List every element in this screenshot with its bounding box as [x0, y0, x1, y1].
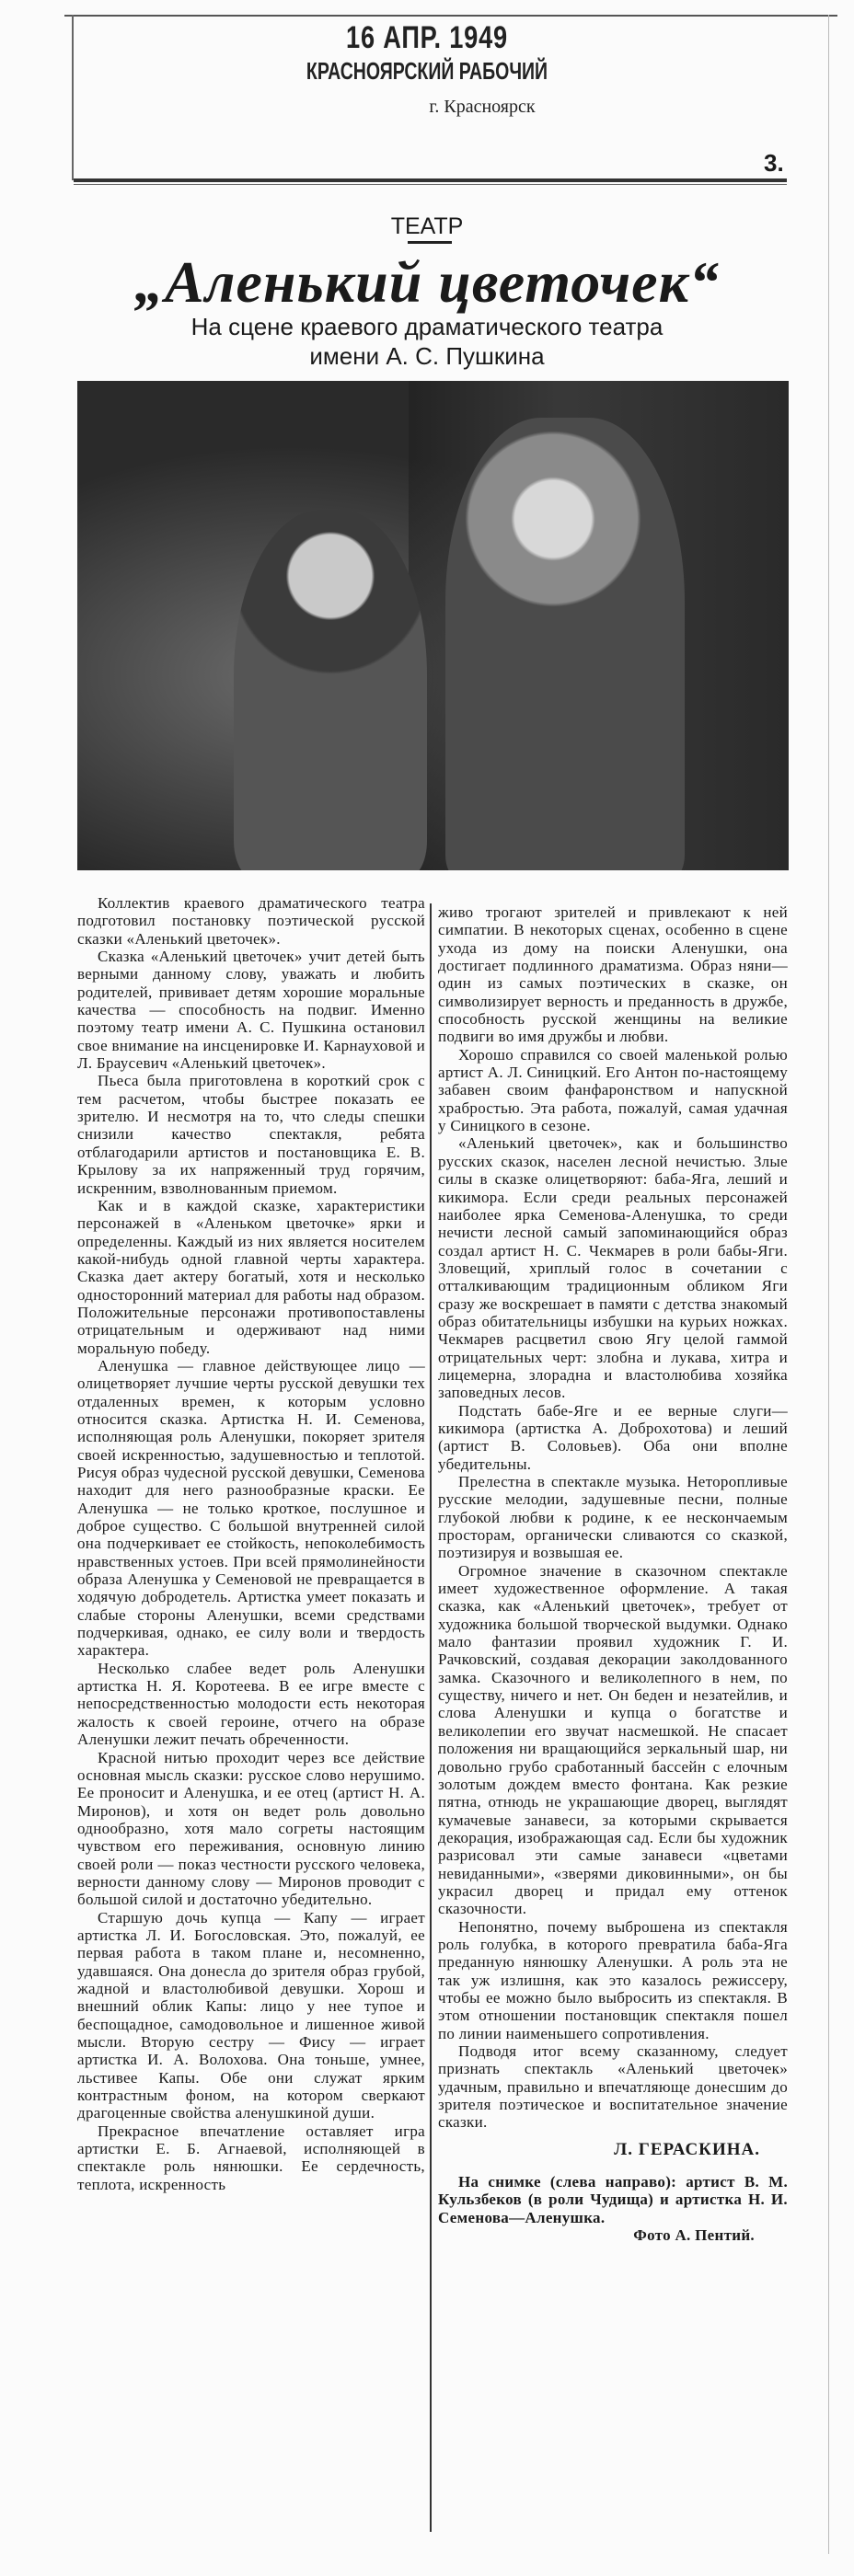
- paragraph: Подстать бабе-Яге и ее верные слуги—кикимора (артистка А. Доброхотова) и леший (артист В. Соловьев). Оба они вполне убедительны.: [438, 1401, 788, 1473]
- photo-figure-monster: [445, 418, 685, 870]
- rubric-underline: [408, 241, 452, 244]
- clipping-border-top: [64, 15, 837, 17]
- paragraph: Как и в каждой сказке, характеристики персонажей в «Аленьком цветочке» ярки и определенны. Каждый из них является носителем какой-нибудь одной главной черты характера. Сказка дает актеру богатый, хотя и несколько односторонний материал для работы над образом. Положительные персонажи противопоставлены отрицательным и одерживают над ними моральную победу.: [77, 1196, 425, 1357]
- paragraph: Несколько слабее ведет роль Аленушки артистка Н. Я. Коротеева. В ее игре вместе с непосредственностью молодости есть некоторая жалость к своей героине, отчего на образе Аленушки лежит печать обреченности.: [77, 1659, 425, 1749]
- stage-photo: [77, 381, 789, 870]
- clipping-border-right: [828, 15, 829, 2554]
- paragraph-continued: живо трогают зрителей и привлекают к ней симпатии. В некоторых сценах, особенно в сцене ухода из дому на поиски Аленушки, она достигает подлинного драматизма. Образ няни—один из самых поэтических в сказке, он символизирует верность и преданность в дружбе, способность русской женщины на великие подвиги во имя дружбы и любви.: [438, 903, 788, 1046]
- header-rule: [74, 178, 787, 182]
- header-rule-thin: [74, 184, 787, 185]
- stamp-newspaper-name: КРАСНОЯРСКИЙ РАБОЧИЙ: [306, 57, 548, 85]
- paragraph: Сказка «Аленький цветочек» учит детей быть верными данному слову, уважать и любить родителей, прививает детям хорошие моральные качества — способность на подвиг. Именно поэтому театр имени А. С. Пушкина остановил свое внимание на инсценировке И. Карнауховой и Л. Браусевич «Аленький цветочек».: [77, 948, 425, 1073]
- text-column-left: [77, 894, 425, 2550]
- photo-credit: Фото А. Пентий.: [633, 2226, 755, 2245]
- column-divider: [430, 903, 432, 2532]
- paragraph: Хорошо справился со своей маленькой ролью артист А. Л. Синицкий. Его Антон по-настоящему забавен своим фанфаронством и напускной храбростью. Эта работа, пожалуй, самая удачная у Синицкого в сезоне.: [438, 1045, 788, 1135]
- paragraph: Прелестна в спектакле музыка. Неторопливые русские мелодии, задушевные песни, полные глубокой любви к родине, к ее нескончаемым просторам, органически сливаются со сказкой, поэтизируя и возвышая ее.: [438, 1473, 788, 1562]
- text-column-right: [438, 903, 788, 2559]
- article-subtitle-line2: имени А. С. Пушкина: [309, 342, 545, 370]
- paragraph: Подводя итог всему сказанному, следует признать спектакль «Аленький цветочек» удачным, правильно и впечатляюще донесшим до зрителя поэтическое и воспитательное значение сказки.: [438, 2042, 788, 2132]
- paragraph: Коллектив краевого драматического театра подготовил постановку поэтической русской сказки «Аленький цветочек».: [77, 894, 425, 948]
- article-subtitle-line1: На сцене краевого драматического театра: [190, 313, 664, 340]
- author-signature: Л. ГЕРАСКИНА.: [614, 2139, 760, 2159]
- paragraph: Старшую дочь купца — Капу — играет артистка Л. И. Богословская. Это, пожалуй, ее первая работа в таком плане и, несомненно, удавшаяся. Она донесла до зрителя образ грубой, жадной и властолюбивой девушки. Хорош и внешний облик Капы: лицо у нее тупое и беспощадное, самодовольное и лишенное живой мысли. Вторую сестру — Фису — играет артистка И. А. Волохова. Она тоньше, умнее, льстивее Капы. Обе они служат ярким контрастным фоном, на котором сверкают драгоценные свойства аленушкиной души.: [77, 1908, 425, 2122]
- page-number: 3.: [764, 149, 784, 177]
- paragraph: Прекрасное впечатление оставляет игра артистки Е. Б. Агнаевой, исполняющей в спектакле роль нянюшки. Ее сердечность, теплота, искренность: [77, 2122, 425, 2193]
- photo-figure-alenushka: [234, 510, 427, 870]
- paragraph: Пьеса была приготовлена в короткий срок с тем расчетом, чтобы быстрее показать ее зрителю. И несмотря на то, что следы спешки снизили качество спектакля, ребята отблагодарили артистов и постановщика Е. В. Крылову за их напряженный труд горячим, искренним, взволнованным приемом.: [77, 1072, 425, 1197]
- paragraph: Непонятно, почему выброшена из спектакля роль голубка, в которого превратила баба-Яга преданную нянюшку Аленушки. А роль эта не так уж излишня, как это казалось режиссеру, чтобы ее можно было выбросить из спектакля. В этом отношении постановщик спектакля пошел по линии наименьшего сопротивления.: [438, 1917, 788, 2042]
- photo-caption: На снимке (слева направо): артист В. М. Кульзбеков (в роли Чудища) и артистка Н. И. Семенова—Аленушка.: [438, 2173, 788, 2226]
- paragraph: Огромное значение в сказочном спектакле имеет художественное оформление. А такая сказка, как «Аленький цветочек», требует от художника большой творческой выдумки. Однако мало фантазии проявил художник Г. И. Рачковский, создавая декорации заколдованного замка. Сказочного и великолепного в нем, по существу, ничего и нет. Он беден и незатейлив, и слова Аленушки и купца о богатстве и великолепии его звучат насмешкой. Не спасает положения ни вращающийся зеркальный шар, ни довольно грубо сработанный бассейн с елочным золотым дождем вместо фонтана. Как резкие пятна, отнюдь не украшающие дворец, выглядят кумачевые занавеси, за которыми скрывается декорация, изображающая сад. Если бы художник разрисовал эти самые занавеси «цветами невиданными», «зверями диковинными», он бы украсил дворец и придал ему оттенок сказочности.: [438, 1561, 788, 1918]
- paragraph: Аленушка — главное действующее лицо — олицетворяет лучшие черты русской девушки тех отдаленных времен, к которым условно относится сказка. Артистка Н. И. Семенова, исполняющая роль Аленушки, покоряет зрителя своей искренностью, задушевностью и теплотой. Рисуя образ чудесной русской девушки, Семенова находит для него разнообразные краски. Ее Аленушка — не только кроткое, послушное и доброе существо. С большой внутренней силой она подчеркивает ее стойкость, непоколебимость нравственных устоев. При всей прямолинейности образа Аленушка у Семеновой не превращается в ходячую добродетель. Артистка умеет показать и слабые стороны Аленушки, всеми средствами подчеркивая, однако, ее силу воли и твердость характера.: [77, 1356, 425, 1660]
- paragraph: «Аленький цветочек», как и большинство русских сказок, населен лесной нечистью. Злые силы в сказке олицетворяют: баба-Яга, леший и кикимора. Если среди реальных персонажей наиболее ярка Семенова-Аленушка, то среди нечисти лесной самый запоминающийся образ создал артист Н. С. Чекмарев в роли бабы-Яги. Зловещий, хриплый голос в сочетании с отталкивающим традиционным обликом Яги сразу же воскрешает в памяти с детства знакомый образ обитательницы избушки на курьих ножках. Чекмарев расцветил свою Ягу целой гаммой отрицательных черт: злобна и лукава, хитра и лицемерна, злорадна и властолюбива хозяйка заповедных лесов.: [438, 1134, 788, 1402]
- article-title: „Аленький цветочек“: [133, 249, 721, 315]
- stamp-date: 16 АПР. 1949: [346, 20, 508, 55]
- paragraph: Красной нитью проходит через все действие основная мысль сказки: русское слово нерушимо. Ее проносит и Аленушка, и ее отец (артист Н. А. Миронов), и хотя он ведет роль довольно однообразно, хотя мало согреты настоящим чувством его переживания, основную линию своей роли — показ честности русского человека, верности данному слову — Миронов проводит с большой силой и достаточно убедительно.: [77, 1748, 425, 1909]
- section-rubric: ТЕАТР: [390, 213, 464, 239]
- stamp-city: г. Красноярск: [429, 97, 536, 117]
